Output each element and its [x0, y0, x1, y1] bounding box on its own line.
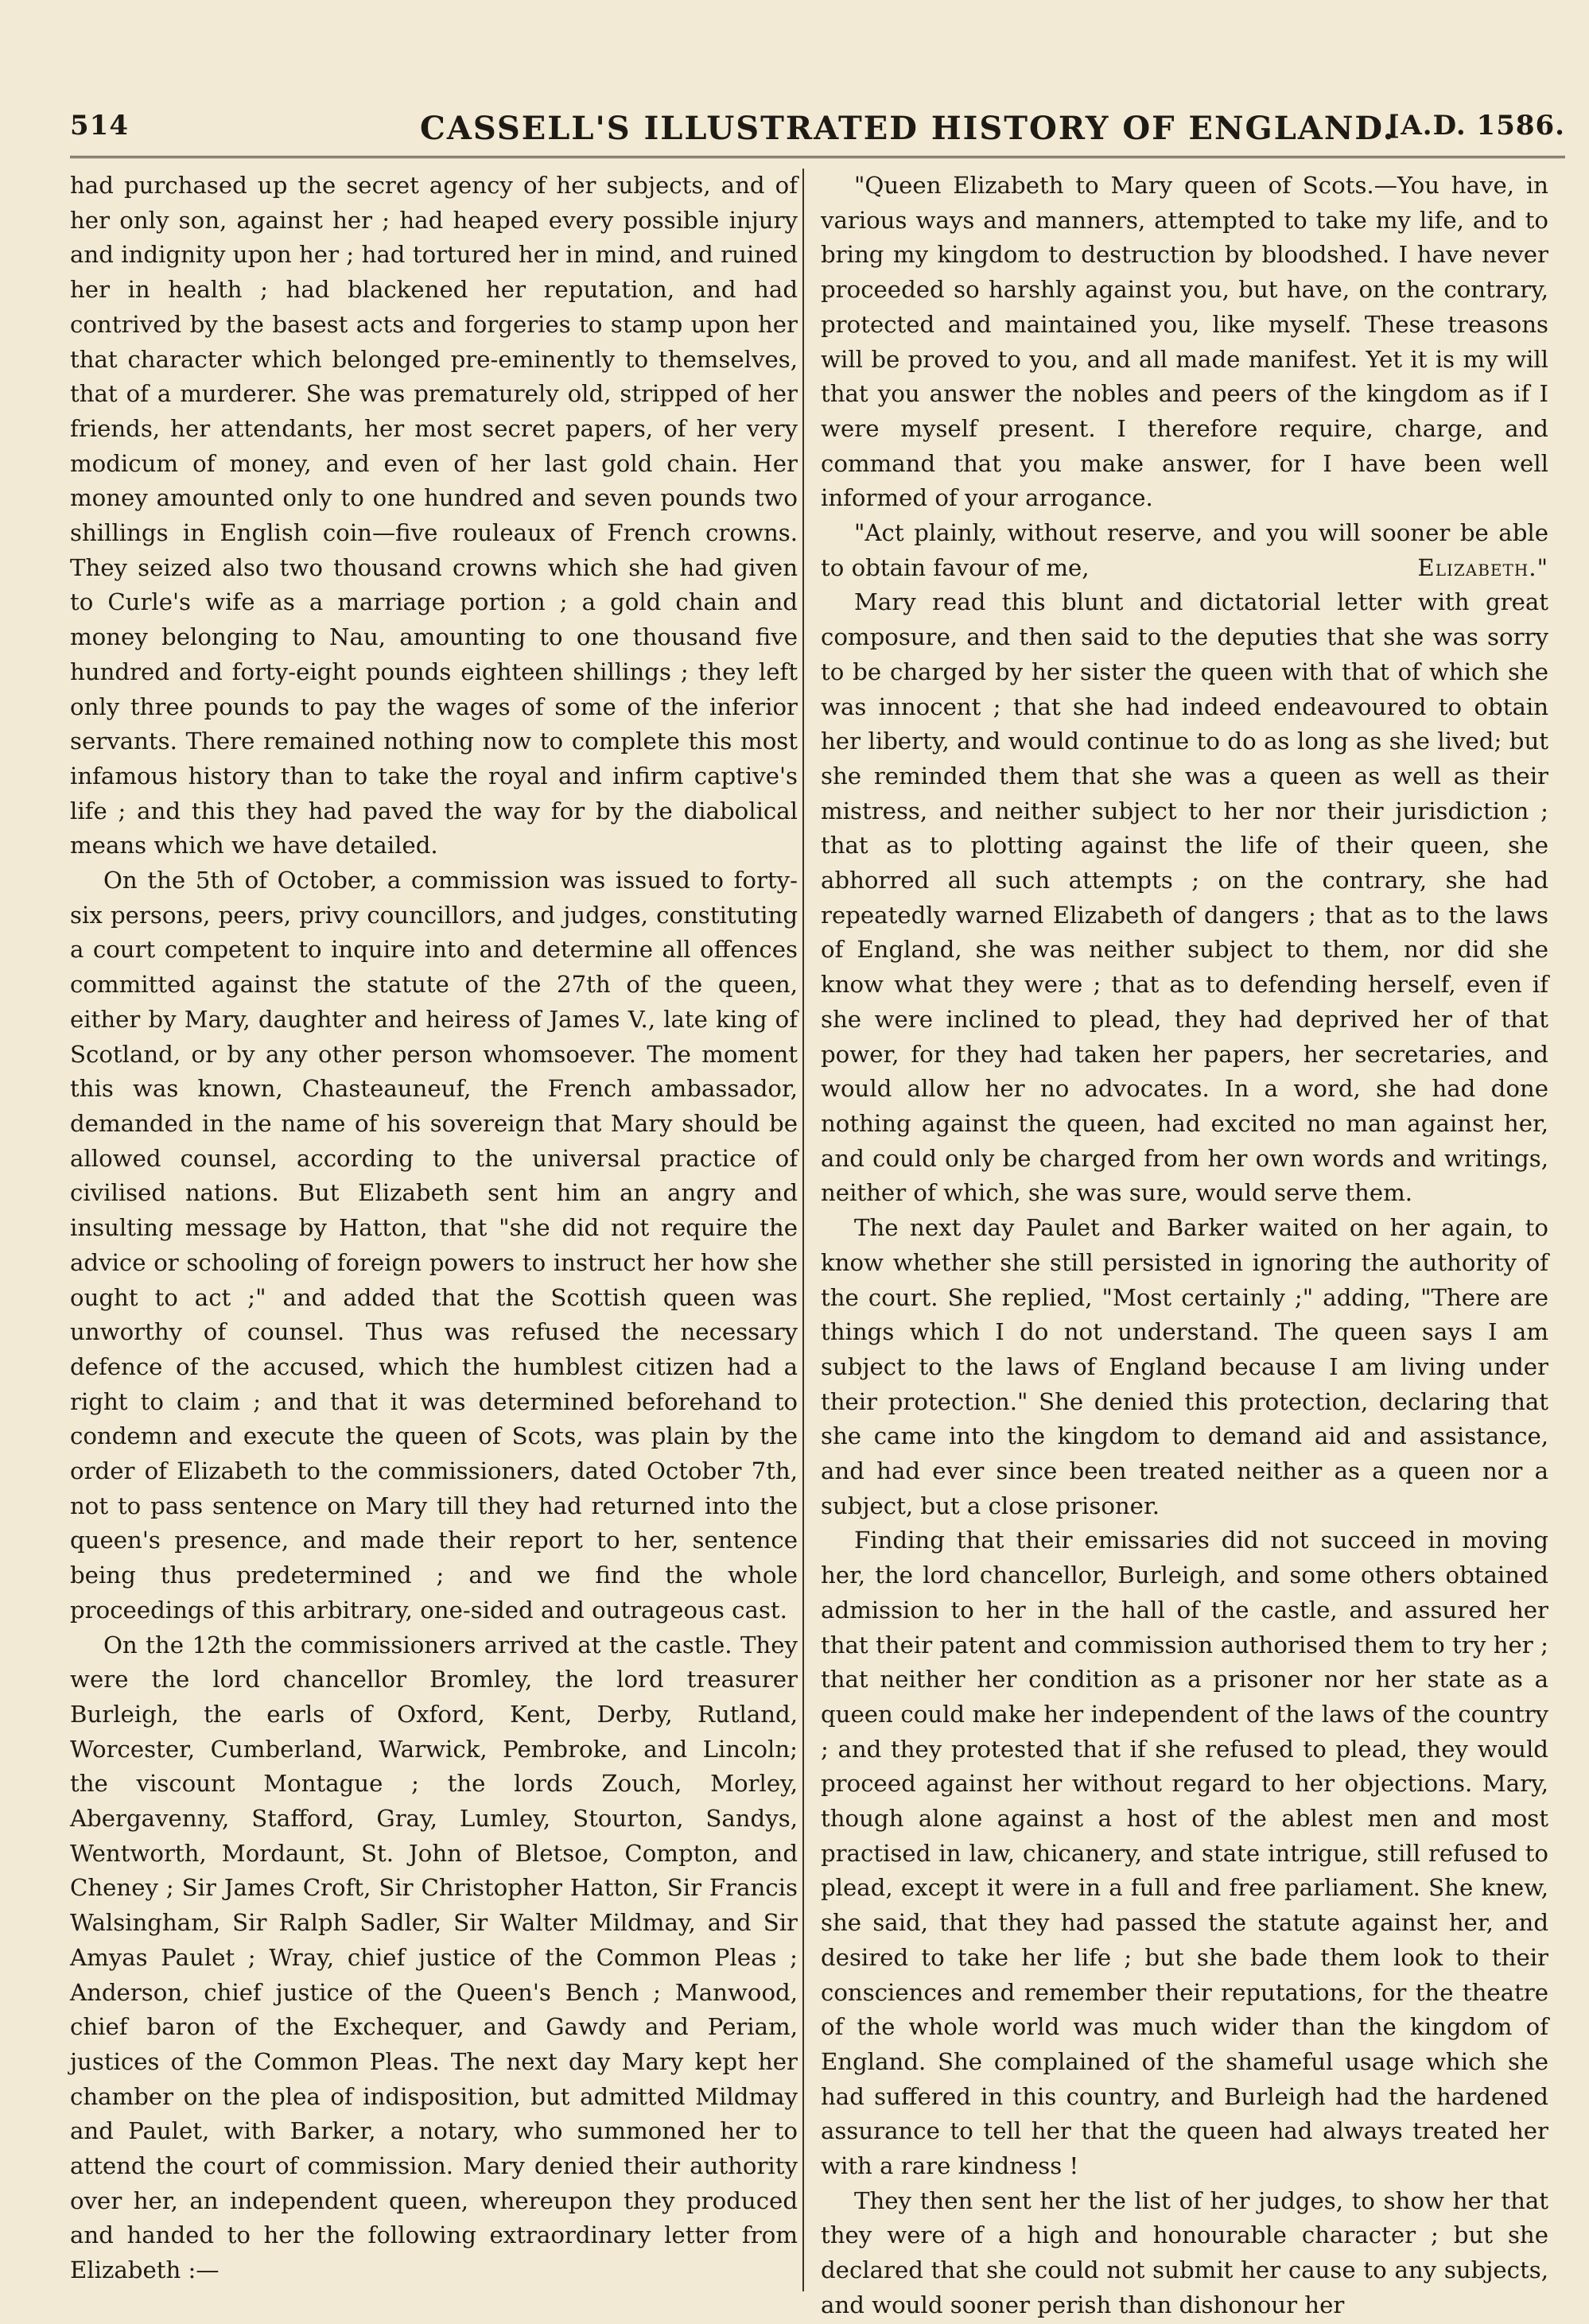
date-range: [A.D. 1586.	[1387, 110, 1565, 142]
paragraph: On the 5th of October, a commission was issued to forty-six persons, peers, privy councillors, and judges, constituting a court competent to inquire into and determine all offences committed against the statute of the 27th of the queen, either by Mary, daughter and heiress of James V., late king of Scotland, or by any other person whomsoever. The moment this was known, Chasteauneuf, the French ambassador, demanded in the name of his sovereign that Mary should be allowed counsel, according to the universal practice of civilised nations. But Elizabeth sent him an angry and insulting message by Hatton, that "she did not require the advice or schooling of foreign powers to instruct her how she ought to act ;" and added that the Scottish queen was unworthy of counsel. Thus was refused the necessary defence of the accused, which the humblest citizen had a right to claim ; and that it was determined beforehand to condemn and execute the queen of Scots, was plain by the order of Elizabeth to the commissioners, dated October 7th, not to pass sentence on Mary till they had returned into the queen's presence, and made their report to her, sentence being thus predetermined ; and we find the whole proceedings of this arbitrary, one-sided and outrageous cast.	[70, 867, 798, 1624]
left-column	[70, 169, 798, 2299]
running-header	[70, 110, 1565, 157]
paragraph: The next day Paulet and Barker waited on her again, to know whether she still persisted in ignoring the authority of the court. She replied, "Most certainly ;" adding, "There are things which I do not understand. The queen says I am subject to the laws of England because I am living under their protection." She denied this protection, declaring that she came into the kingdom to demand aid and assistance, and had ever since been treated neither as a queen nor a subject, but a close prisoner.	[821, 1214, 1548, 1519]
paragraph: had purchased up the secret agency of her subjects, and of her only son, against her ; had heaped every possible injury and indignity upon her ; had tortured her in mind, and ruined her in health ; had blackened her reputation, and had contrived by the basest acts and forgeries to stamp upon her that character which belonged pre-eminently to themselves, that of a murderer. She was prematurely old, stripped of her friends, her attendants, her most secret papers, of her very modicum of money, and even of her last gold chain. Her money amounted only to one hundred and seven pounds two shillings in English coin—five rouleaux of French crowns. They seized also two thousand crowns which she had given to Curle's wife as a marriage portion ; a gold chain and money belonging to Nau, amounting to one thousand five hundred and forty-eight pounds eighteen shillings ; they left only three pounds to pay the wages of some of the inferior servants. There remained nothing now to complete this most infamous history than to take the royal and infirm captive's life ; and this they had paved the way for by the diabolical means which we have detailed.	[70, 172, 798, 859]
letter-text: "Queen Elizabeth to Mary queen of Scots.—You have, in various ways and manners, attempted to take my life, and to bring my kingdom to destruction by bloodshed. I have never proceeded so harshly against you, but have, on the contrary, protected and maintained you, like myself. These treasons will be proved to you, and all made manifest. Yet it is my will that you answer the nobles and peers of the kingdom as if I were myself present. I therefore require, charge, and command that you make answer, for I have been well informed of your arrogance.	[821, 172, 1548, 512]
running-title: CASSELL'S ILLUSTRATED HISTORY OF ENGLAND.	[420, 110, 1396, 147]
paragraph: On the 12th the commissioners arrived at the castle. They were the lord chancellor Bromley, the lord treasurer Burleigh, the earls of Oxford, Kent, Derby, Rutland, Worcester, Cumberland, Warwick, Pembroke, and Lincoln; the viscount Montague ; the lords Zouch, Morley, Abergavenny, Stafford, Gray, Lumley, Stourton, Sandys, Wentworth, Mordaunt, St. John of Bletsoe, Compton, and Cheney ; Sir James Croft, Sir Christopher Hatton, Sir Francis Walsingham, Sir Ralph Sadler, Sir Walter Mildmay, and Sir Amyas Paulet ; Wray, chief justice of the Common Pleas ; Anderson, chief justice of the Queen's Bench ; Manwood, chief baron of the Exchequer, and Gawdy and Periam, justices of the Common Pleas. The next day Mary kept her chamber on the plea of indisposition, but admitted Mildmay and Paulet, with Barker, a notary, who summoned her to attend the court of commission. Mary denied their authority over her, an independent queen, whereupon they produced and handed to her the following extraordinary letter from Elizabeth :—	[70, 1631, 798, 2284]
letter-close-text: "Act plainly, without reserve, and you will sooner be able to obtain favour of me,	[821, 519, 1548, 581]
page-number: 514	[70, 110, 129, 142]
paragraph: Mary read this blunt and dictatorial letter with great composure, and then said to the deputies that she was sorry to be charged by her sister the queen with that of which she was innocent ; that she had indeed endeavoured to obtain her liberty, and would continue to do as long as she lived; but she reminded them that she was a queen as well as their mistress, and neither subject to her nor their jurisdiction ; that as to plotting against the life of their queen, she abhorred all such attempts ; on the contrary, she had repeatedly warned Elizabeth of dangers ; that as to the laws of England, she was neither subject to them, nor did she know what they were ; that as to defending herself, even if she were inclined to plead, they had deprived her of that power, for they had taken her papers, her secretaries, and would allow her no advocates. In a word, she had done nothing against the queen, had excited no man against her, and could only be charged from her own words and writings, neither of which, she was sure, would serve them.	[821, 588, 1548, 1207]
letter-signature: Elizabeth."	[1417, 553, 1548, 581]
letter-close	[821, 516, 1548, 585]
paragraph: Finding that their emissaries did not succeed in moving her, the lord chancellor, Burleigh, and some others obtained admission to her in the hall of the castle, and assured her that their patent and commission authorised them to try her ; that neither her condition as a prisoner nor her state as a queen could make her independent of the laws of the country ; and they protested that if she refused to plead, they would proceed against her without regard to her objections. Mary, though alone against a host of the ablest men and most practised in law, chicanery, and state intrigue, still refused to plead, except it were in a full and free parliament. She knew, she said, that they had passed the statute against her, and desired to take her life ; but she bade them look to their consciences and remember their reputations, for the theatre of the whole world was much wider than the kingdom of England. She complained of the shameful usage which she had suffered in this country, and Burleigh had the hardened assurance to tell her that the queen had always treated her with a rare kindness !	[821, 1527, 1548, 2180]
paragraph: They then sent her the list of her judges, to show her that they were of a high and honourable character ; but she declared that she could not submit her cause to any subjects, and would sooner perish than dishonour her	[821, 2186, 1548, 2318]
column-divider	[802, 169, 804, 2291]
header-rule	[70, 156, 1565, 158]
right-column	[821, 169, 1548, 2318]
